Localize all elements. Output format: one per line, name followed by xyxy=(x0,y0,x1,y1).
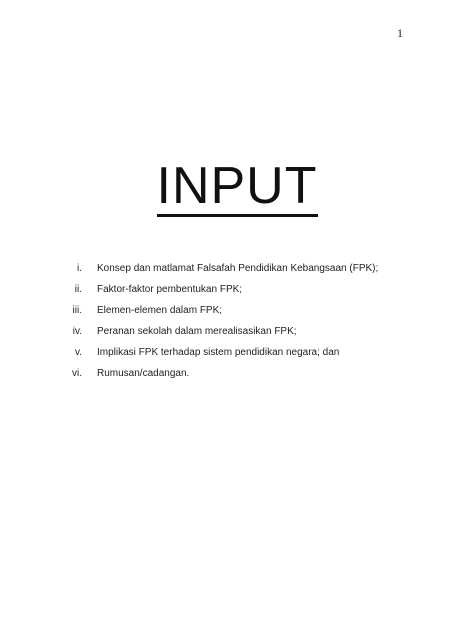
list-item-text: Peranan sekolah dalam merealisasikan FPK; xyxy=(97,326,297,337)
list-item-numeral: v. xyxy=(74,347,82,358)
list-item xyxy=(0,325,474,346)
page-title: INPUT xyxy=(156,157,318,215)
list-item-numeral: i. xyxy=(77,263,82,274)
list-item xyxy=(0,304,474,325)
list-item-text: Elemen-elemen dalam FPK; xyxy=(97,305,223,316)
list-item xyxy=(0,283,474,304)
list-item-text: Faktor-faktor pembentukan FPK; xyxy=(97,284,243,295)
content-list xyxy=(0,262,474,388)
list-item-text: Rumusan/cadangan. xyxy=(97,368,190,379)
page-number: 1 xyxy=(397,26,403,40)
list-item-numeral: vi. xyxy=(72,368,82,379)
list-item-numeral: ii. xyxy=(74,284,82,295)
list-item xyxy=(0,367,474,388)
list-item-text: Konsep dan matlamat Falsafah Pendidikan Kebangsaan (FPK); xyxy=(97,263,379,274)
list-item xyxy=(0,262,474,283)
page-title-container xyxy=(0,158,474,217)
list-item-numeral: iii. xyxy=(72,305,82,316)
list-item xyxy=(0,346,474,367)
list-item-numeral: iv. xyxy=(72,326,82,337)
list-item-text: Implikasi FPK terhadap sistem pendidikan negara; dan xyxy=(97,347,340,358)
